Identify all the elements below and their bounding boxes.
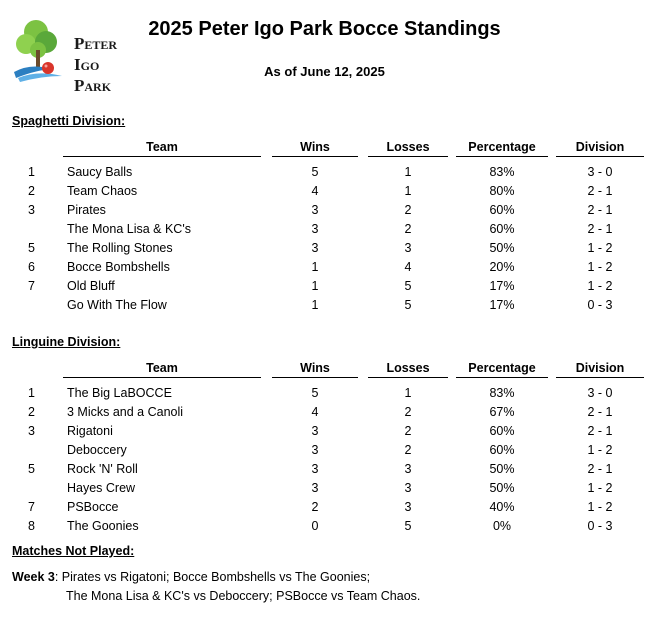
rank-cell: 5: [28, 462, 35, 476]
division-record-cell: 2 - 1: [587, 462, 613, 476]
table-row: [0, 239, 669, 258]
team-cell: Team Chaos: [67, 184, 138, 198]
losses-cell: 3: [404, 481, 412, 495]
table-row: [0, 296, 669, 315]
table-row: [0, 220, 669, 239]
rank-cell: 6: [28, 260, 35, 274]
rank-cell: 2: [28, 184, 35, 198]
team-cell: Pirates: [67, 203, 106, 217]
wins-cell: 3: [311, 443, 319, 457]
col-losses-header: Losses: [368, 360, 448, 378]
percentage-cell: 17%: [489, 298, 515, 312]
percentage-cell: 40%: [489, 500, 515, 514]
col-percentage-header: Percentage: [456, 139, 548, 157]
table-row: [0, 517, 669, 536]
team-cell: Go With The Flow: [67, 298, 167, 312]
division-record-cell: 1 - 2: [587, 500, 613, 514]
percentage-cell: 60%: [489, 222, 515, 236]
matches-line-1: : Pirates vs Rigatoni; Bocce Bombshells vs The Goonies;: [54, 570, 371, 584]
wins-cell: 1: [311, 298, 319, 312]
percentage-cell: 0%: [492, 519, 512, 533]
page-subtitle: [0, 64, 669, 79]
wins-cell: 5: [311, 386, 319, 400]
team-cell: The Rolling Stones: [67, 241, 173, 255]
losses-cell: 4: [404, 260, 412, 274]
col-wins-header: Wins: [272, 360, 358, 378]
division-record-cell: 1 - 2: [587, 443, 613, 457]
wins-cell: 3: [311, 203, 319, 217]
table-row: [0, 460, 669, 479]
table-row: [0, 498, 669, 517]
wins-cell: 1: [311, 260, 319, 274]
percentage-cell: 50%: [489, 462, 515, 476]
team-cell: The Big LaBOCCE: [67, 386, 172, 400]
division-record-cell: 2 - 1: [587, 184, 613, 198]
wins-cell: 3: [311, 241, 319, 255]
table-row: [0, 182, 669, 201]
col-losses-header: Losses: [368, 139, 448, 157]
week-label: Week 3: [12, 570, 55, 584]
team-cell: Hayes Crew: [67, 481, 136, 495]
percentage-cell: 20%: [489, 260, 515, 274]
logo-line-3: Park: [74, 76, 112, 95]
division-record-cell: 1 - 2: [587, 481, 613, 495]
rank-cell: 8: [28, 519, 35, 533]
losses-cell: 2: [404, 203, 412, 217]
rank-cell: 5: [28, 241, 35, 255]
division-record-cell: 2 - 1: [587, 222, 613, 236]
losses-cell: 1: [404, 165, 412, 179]
wins-cell: 0: [311, 519, 319, 533]
division-record-cell: 0 - 3: [587, 519, 613, 533]
page-subtitle-text: As of June 12, 2025: [264, 64, 385, 79]
col-division-header: Division: [556, 139, 644, 157]
losses-cell: 2: [404, 424, 412, 438]
table-row: [0, 479, 669, 498]
losses-cell: 5: [404, 279, 412, 293]
linguine-division-label: Linguine Division:: [12, 335, 121, 349]
losses-cell: 2: [404, 405, 412, 419]
wins-cell: 4: [311, 405, 319, 419]
table-row: [0, 441, 669, 460]
division-record-cell: 0 - 3: [587, 298, 613, 312]
division-record-cell: 3 - 0: [587, 165, 613, 179]
rank-cell: 7: [28, 279, 35, 293]
rank-cell: 7: [28, 500, 35, 514]
spaghetti-division-label: Spaghetti Division:: [12, 114, 126, 128]
division-record-cell: 1 - 2: [587, 279, 613, 293]
matches-line-2: The Mona Lisa & KC's vs Deboccery; PSBocce vs Team Chaos.: [66, 589, 421, 603]
division-record-cell: 3 - 0: [587, 386, 613, 400]
losses-cell: 3: [404, 500, 412, 514]
team-cell: Bocce Bombshells: [67, 260, 170, 274]
percentage-cell: 17%: [489, 279, 515, 293]
team-cell: Deboccery: [67, 443, 127, 457]
matches-not-played-label: Matches Not Played:: [12, 544, 135, 558]
rank-cell: 3: [28, 203, 35, 217]
losses-cell: 3: [404, 241, 412, 255]
col-team-header: Team: [63, 139, 261, 157]
wins-cell: 3: [311, 424, 319, 438]
percentage-cell: 80%: [489, 184, 515, 198]
team-cell: The Mona Lisa & KC's: [67, 222, 191, 236]
rank-cell: 3: [28, 424, 35, 438]
col-wins-header: Wins: [272, 139, 358, 157]
wins-cell: 3: [311, 222, 319, 236]
page-title: [0, 18, 669, 41]
losses-cell: 1: [404, 386, 412, 400]
losses-cell: 5: [404, 298, 412, 312]
losses-cell: 2: [404, 222, 412, 236]
wins-cell: 2: [311, 500, 319, 514]
losses-cell: 1: [404, 184, 412, 198]
team-cell: 3 Micks and a Canoli: [67, 405, 184, 419]
team-cell: PSBocce: [67, 500, 119, 514]
table-row: [0, 201, 669, 220]
team-cell: Saucy Balls: [67, 165, 133, 179]
col-division-header: Division: [556, 360, 644, 378]
col-percentage-header: Percentage: [456, 360, 548, 378]
table-row: [0, 422, 669, 441]
team-cell: Rigatoni: [67, 424, 113, 438]
percentage-cell: 83%: [489, 386, 515, 400]
team-cell: The Goonies: [67, 519, 139, 533]
losses-cell: 5: [404, 519, 412, 533]
percentage-cell: 83%: [489, 165, 515, 179]
wins-cell: 3: [311, 481, 319, 495]
rank-cell: 1: [28, 165, 35, 179]
rank-cell: 2: [28, 405, 35, 419]
logo-line-1: Peter: [74, 34, 118, 53]
percentage-cell: 60%: [489, 424, 515, 438]
rank-cell: 1: [28, 386, 35, 400]
division-record-cell: 1 - 2: [587, 260, 613, 274]
page-title-text: 2025 Peter Igo Park Bocce Standings: [148, 18, 501, 40]
percentage-cell: 50%: [489, 481, 515, 495]
table-row: [0, 163, 669, 182]
percentage-cell: 60%: [489, 203, 515, 217]
division-record-cell: 2 - 1: [587, 405, 613, 419]
wins-cell: 1: [311, 279, 319, 293]
team-cell: Rock 'N' Roll: [67, 462, 138, 476]
logo-line-2: Igo: [74, 55, 100, 74]
wins-cell: 4: [311, 184, 319, 198]
matches-week-line: [12, 570, 370, 584]
col-team-header: Team: [63, 360, 261, 378]
wins-cell: 3: [311, 462, 319, 476]
losses-cell: 2: [404, 443, 412, 457]
division-record-cell: 2 - 1: [587, 424, 613, 438]
table-row: [0, 258, 669, 277]
table-row: [0, 384, 669, 403]
table-row: [0, 403, 669, 422]
division-record-cell: 2 - 1: [587, 203, 613, 217]
division-record-cell: 1 - 2: [587, 241, 613, 255]
team-cell: Old Bluff: [67, 279, 115, 293]
wins-cell: 5: [311, 165, 319, 179]
table-row: [0, 277, 669, 296]
percentage-cell: 67%: [489, 405, 515, 419]
losses-cell: 3: [404, 462, 412, 476]
percentage-cell: 60%: [489, 443, 515, 457]
percentage-cell: 50%: [489, 241, 515, 255]
